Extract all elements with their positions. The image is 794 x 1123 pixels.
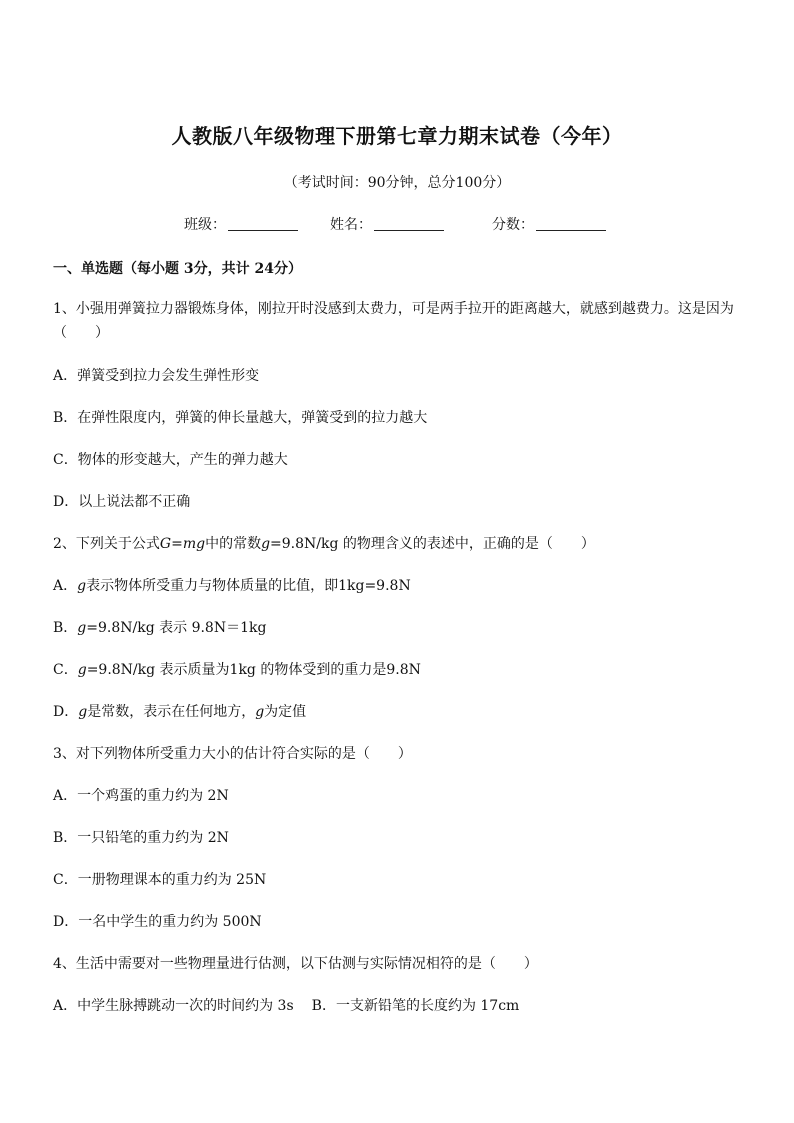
q2-c-text: =9.8N/kg 表示质量为1kg 的物体受到的重力是9.8N (86, 662, 421, 678)
question-2-stem (53, 534, 743, 554)
q2-stem-part2: 中的常数 (205, 536, 262, 552)
class-field (184, 214, 298, 234)
q2-formula: G=mg (159, 536, 206, 552)
q2-d-g2: g (255, 704, 265, 720)
q2-a-g: g (77, 578, 87, 594)
question-4-options-row (53, 996, 743, 1016)
question-3-option-c: C．一册物理课本的重力约为 25N (53, 872, 267, 888)
question-2-option-b (53, 618, 743, 638)
question-1-stem: 1、小强用弹簧拉力器锻炼身体，刚拉开时没感到太费力，可是两手拉开的距离越大，就感到越费力。这是因为（ ） (53, 301, 734, 341)
question-2-option-d (53, 702, 743, 722)
exam-title: 人教版八年级物理下册第七章力期末试卷（今年） (171, 124, 623, 148)
class-label: 班级： (184, 217, 226, 233)
score-blank (536, 216, 606, 231)
q2-a-text: 表示物体所受重力与物体质量的比值，即1kg=9.8N (86, 578, 411, 594)
q2-c-g: g (77, 662, 87, 678)
question-1-option-a: A．弹簧受到拉力会发生弹性形变 (53, 368, 260, 384)
question-4-option-b: B．一支新铅笔的长度约为 17cm (311, 998, 520, 1014)
question-4-option-a: A．中学生脉搏跳动一次的时间约为 3s (53, 998, 294, 1014)
question-2-option-c (53, 660, 743, 680)
question-3-option-d: D．一名中学生的重力约为 500N (53, 914, 262, 930)
q2-d-prefix: D． (53, 704, 79, 720)
score-field (492, 214, 606, 234)
score-label: 分数： (492, 217, 534, 233)
q2-stem-part1: 2、下列关于公式 (53, 536, 160, 552)
question-4-stem: 4、生活中需要对一些物理量进行估测，以下估测与实际情况相符的是（ ） (53, 956, 538, 972)
q2-stem-part3: =9.8N/kg 的物理含义的表述中，正确的是（ ） (270, 536, 595, 552)
q2-d-text: 是常数，表示在任何地方， (87, 704, 256, 720)
q2-g-symbol: g (261, 536, 271, 552)
q2-a-prefix: A． (53, 578, 78, 594)
q2-b-prefix: B． (53, 620, 78, 636)
q2-d-g: g (78, 704, 88, 720)
question-3-stem: 3、对下列物体所受重力大小的估计符合实际的是（ ） (53, 746, 412, 762)
q2-b-text: =9.8N/kg 表示 9.8N＝1kg (86, 620, 267, 636)
section-title: 一、单选题（每小题 3分，共计 24分） (53, 261, 302, 277)
name-label: 姓名： (330, 217, 372, 233)
name-blank (374, 216, 444, 231)
exam-subtitle: （考试时间：90分钟，总分100分） (283, 175, 511, 191)
question-3-option-b: B．一只铅笔的重力约为 2N (53, 830, 229, 846)
q2-d-text2: 为定值 (264, 704, 307, 720)
q2-b-g: g (77, 620, 87, 636)
question-1-option-d: D．以上说法都不正确 (53, 494, 191, 510)
name-field (330, 214, 444, 234)
question-3-option-a: A．一个鸡蛋的重力约为 2N (53, 788, 229, 804)
question-2-option-a (53, 576, 743, 596)
q2-c-prefix: C． (53, 662, 78, 678)
question-1-option-b: B．在弹性限度内，弹簧的伸长量越大，弹簧受到的拉力越大 (53, 410, 428, 426)
class-blank (228, 216, 298, 231)
question-1-option-c: C．物体的形变越大，产生的弹力越大 (53, 452, 288, 468)
